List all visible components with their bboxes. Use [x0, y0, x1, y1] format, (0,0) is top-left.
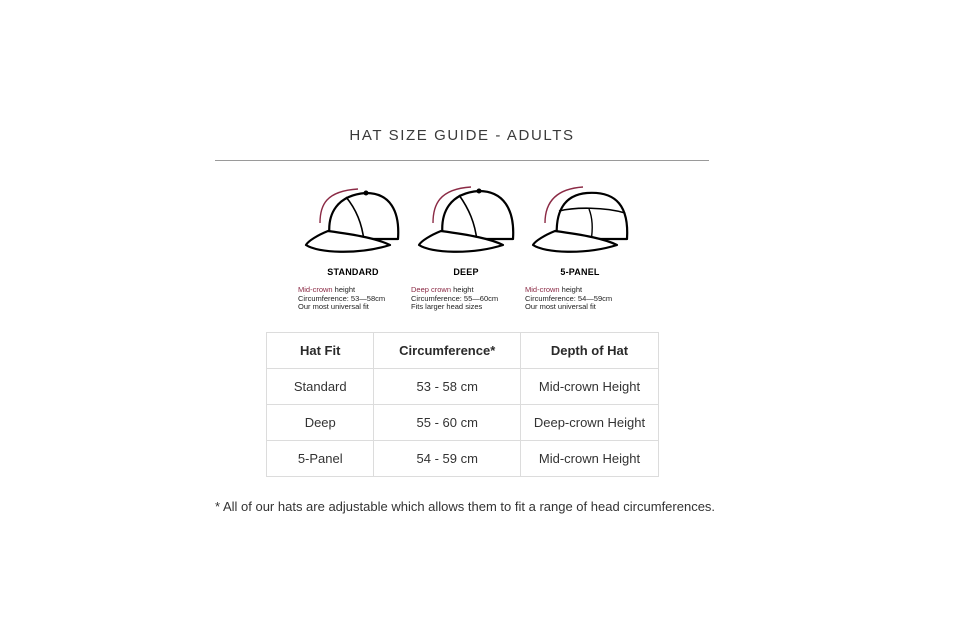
cell-circumference: 54 - 59 cm: [374, 441, 521, 477]
hat-card-standard: [298, 183, 408, 318]
circumference-line: Circumference: 53—58cm: [298, 293, 386, 303]
hat-name: DEEP: [453, 267, 479, 277]
cell-depth: Mid-crown Height: [520, 441, 658, 477]
cell-hat-fit: Standard: [267, 369, 374, 405]
cell-depth: Mid-crown Height: [520, 369, 658, 405]
title-divider: [215, 160, 709, 161]
hat-description: [525, 286, 645, 312]
crown-label: Deep crown: [411, 285, 452, 294]
hat-name: 5-PANEL: [560, 267, 600, 277]
cell-circumference: 55 - 60 cm: [374, 405, 521, 441]
size-table: [266, 332, 659, 477]
fit-note: Our most universal fit: [525, 302, 596, 312]
table-row: [267, 369, 659, 405]
crown-label: Mid-crown: [298, 285, 333, 294]
circumference-line: Circumference: 55—60cm: [411, 293, 499, 303]
fit-note: Fits larger head sizes: [411, 302, 483, 312]
circumference-line: Circumference: 54—59cm: [525, 293, 613, 303]
adjustability-footnote: * All of our hats are adjustable which allows them to fit a range of head circumferences.: [215, 499, 716, 514]
crown-suffix: height: [332, 285, 356, 294]
hat-card-five-panel: [525, 183, 635, 318]
page-title: HAT SIZE GUIDE - ADULTS: [349, 127, 575, 144]
crown-suffix: height: [451, 285, 474, 294]
column-header-circumference: Circumference*: [374, 333, 521, 369]
column-header-depth: Depth of Hat: [520, 333, 658, 369]
hat-description: [411, 286, 531, 312]
deep-cap-icon: [411, 183, 521, 261]
cell-depth: Deep-crown Height: [520, 405, 658, 441]
crown-suffix: height: [559, 285, 583, 294]
cell-circumference: 53 - 58 cm: [374, 369, 521, 405]
cell-hat-fit: 5-Panel: [267, 441, 374, 477]
table-row: [267, 441, 659, 477]
hat-description: [298, 286, 418, 312]
cell-hat-fit: Deep: [267, 405, 374, 441]
hat-card-deep: [411, 183, 521, 318]
standard-cap-icon: [298, 183, 408, 261]
crown-label: Mid-crown: [525, 285, 560, 294]
table-row: [267, 405, 659, 441]
fit-note: Our most universal fit: [298, 302, 369, 312]
hat-name: STANDARD: [327, 267, 379, 277]
five-panel-cap-icon: [525, 183, 635, 261]
table-header-row: [267, 333, 659, 369]
column-header-hat-fit: Hat Fit: [267, 333, 374, 369]
